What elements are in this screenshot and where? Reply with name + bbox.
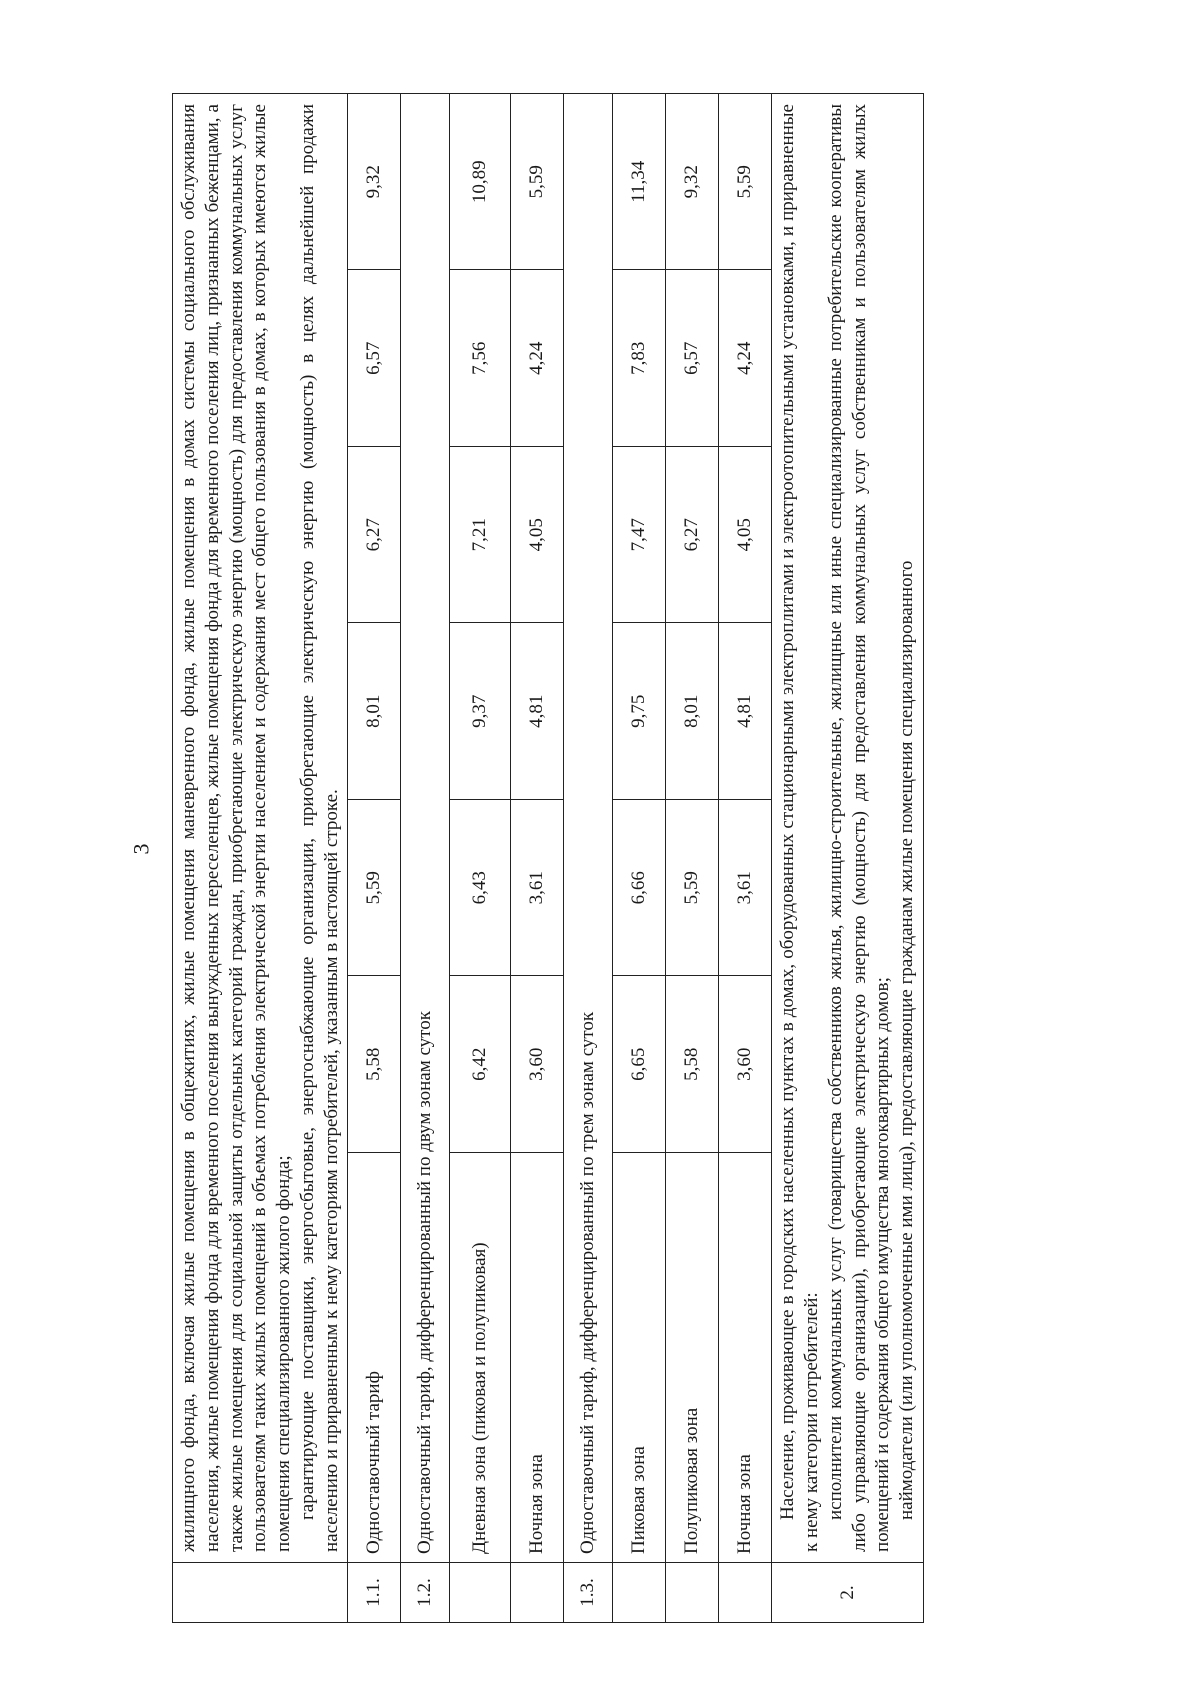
intro-paragraph: гарантирующие поставщики, энергосбытовые, энергоснабжающие организации, приобретающие электрическую энергию (мощность) в целях дальнейшей продажи населению и приравненным к нему категориям потребителей, указанным в настоящей строке. bbox=[296, 104, 342, 1552]
row-number bbox=[719, 1563, 772, 1623]
category-2-text bbox=[772, 94, 924, 1563]
row-number: 1.1. bbox=[348, 1563, 401, 1623]
category-2-paragraph: исполнители коммунальных услуг (товарищества собственников жилья, жилищно-строительные, жилищные или иные специализированные потребительские кооперативы либо управляющие организации), приобретающие электрическую энергию (мощность) для предоставления коммунальных услуг собственникам и пользователям жилых помещений и содержания общего имущества многоквартирных домов; bbox=[824, 104, 894, 1552]
tariff-value: 6,57 bbox=[666, 270, 719, 447]
tariff-label: Полупиковая зона bbox=[666, 1153, 719, 1563]
tariff-value: 6,66 bbox=[613, 800, 666, 977]
tariff-value: 4,81 bbox=[511, 623, 564, 800]
category-2-paragraph: наймодатели (или уполномоченные ими лица), предоставляющие гражданам жилые помещения специализированного bbox=[896, 560, 917, 1520]
rotated-page-frame bbox=[172, 93, 1052, 1623]
section-title: Одноставочный тариф, дифференцированный по двум зонам суток bbox=[401, 94, 450, 1563]
tariff-label: Ночная зона bbox=[719, 1153, 772, 1563]
tariff-row bbox=[511, 94, 564, 1623]
tariff-value: 6,27 bbox=[666, 447, 719, 624]
tariff-label: Ночная зона bbox=[511, 1153, 564, 1563]
tariff-value: 4,24 bbox=[511, 270, 564, 447]
tariff-value: 5,58 bbox=[666, 976, 719, 1153]
tariff-value: 7,56 bbox=[450, 270, 511, 447]
tariff-value: 6,43 bbox=[450, 800, 511, 977]
tariff-value: 6,27 bbox=[348, 447, 401, 624]
tariff-row bbox=[719, 94, 772, 1623]
section-row bbox=[564, 94, 613, 1623]
tariff-value: 10,89 bbox=[450, 94, 511, 271]
category-2-paragraph: Население, проживающее в городских населенных пунктах в домах, оборудованных стационарными электроплитами и электроотопительными установками, и приравненные к нему категории потребителей: bbox=[777, 104, 822, 1552]
row-number bbox=[450, 1563, 511, 1623]
tariff-value: 5,59 bbox=[666, 800, 719, 977]
section-row bbox=[401, 94, 450, 1623]
tariff-label: Пиковая зона bbox=[613, 1153, 666, 1563]
tariff-value: 4,05 bbox=[719, 447, 772, 624]
category-2-row bbox=[772, 94, 924, 1623]
tariff-row bbox=[613, 94, 666, 1623]
tariff-value: 7,47 bbox=[613, 447, 666, 624]
tariff-label: Одноставочный тариф bbox=[348, 1153, 401, 1563]
tariff-value: 3,61 bbox=[511, 800, 564, 977]
tariff-value: 9,32 bbox=[666, 94, 719, 271]
tariff-table bbox=[172, 93, 924, 1623]
tariff-value: 7,83 bbox=[613, 270, 666, 447]
tariff-value: 7,21 bbox=[450, 447, 511, 624]
tariff-value: 6,57 bbox=[348, 270, 401, 447]
intro-text-cell bbox=[173, 94, 348, 1563]
row-number bbox=[511, 1563, 564, 1623]
tariff-value: 4,24 bbox=[719, 270, 772, 447]
tariff-value: 5,59 bbox=[511, 94, 564, 271]
intro-row bbox=[173, 94, 348, 1623]
tariff-value: 8,01 bbox=[666, 623, 719, 800]
tariff-value: 3,61 bbox=[719, 800, 772, 977]
tariff-value: 5,59 bbox=[348, 800, 401, 977]
tariff-label: Дневная зона (пиковая и полупиковая) bbox=[450, 1153, 511, 1563]
tariff-value: 11,34 bbox=[613, 94, 666, 271]
row-number: 1.3. bbox=[564, 1563, 613, 1623]
tariff-value: 8,01 bbox=[348, 623, 401, 800]
tariff-row bbox=[450, 94, 511, 1623]
tariff-value: 9,32 bbox=[348, 94, 401, 271]
tariff-value: 6,42 bbox=[450, 976, 511, 1153]
row-number bbox=[666, 1563, 719, 1623]
page-number: 3 bbox=[128, 843, 154, 855]
tariff-value: 5,58 bbox=[348, 976, 401, 1153]
tariff-value: 9,37 bbox=[450, 623, 511, 800]
section-title: Одноставочный тариф, дифференцированный по трем зонам суток bbox=[564, 94, 613, 1563]
tariff-value: 4,81 bbox=[719, 623, 772, 800]
tariff-row bbox=[666, 94, 719, 1623]
tariff-value: 5,59 bbox=[719, 94, 772, 271]
tariff-value: 4,05 bbox=[511, 447, 564, 624]
row-number: 1.2. bbox=[401, 1563, 450, 1623]
row-number bbox=[613, 1563, 666, 1623]
tariff-value: 3,60 bbox=[511, 976, 564, 1153]
tariff-value: 3,60 bbox=[719, 976, 772, 1153]
intro-paragraph: жилищного фонда, включая жилые помещения в общежитиях, жилые помещения маневренного фонда, жилые помещения в домах системы социального обслуживания населения, жилые помещения фонда для временного поселения вынужденных переселенцев, жилые помещения фонда для временного поселения лиц, признанных беженцами, а также жилые помещения для социальной защиты отдельных категорий граждан, приобретающие электрическую энергию (мощность) для предоставления коммунальных услуг пользователям таких жилых помещений в объемах потребления электрической энергии населением и содержания мест общего пользования в домах, в которых имеются жилые помещения специализированного жилого фонда; bbox=[178, 104, 294, 1552]
row-number: 2. bbox=[772, 1563, 924, 1623]
tariff-table-content bbox=[172, 93, 1052, 1623]
tariff-value: 6,65 bbox=[613, 976, 666, 1153]
tariff-value: 9,75 bbox=[613, 623, 666, 800]
intro-num-cell bbox=[173, 1563, 348, 1623]
tariff-row bbox=[348, 94, 401, 1623]
